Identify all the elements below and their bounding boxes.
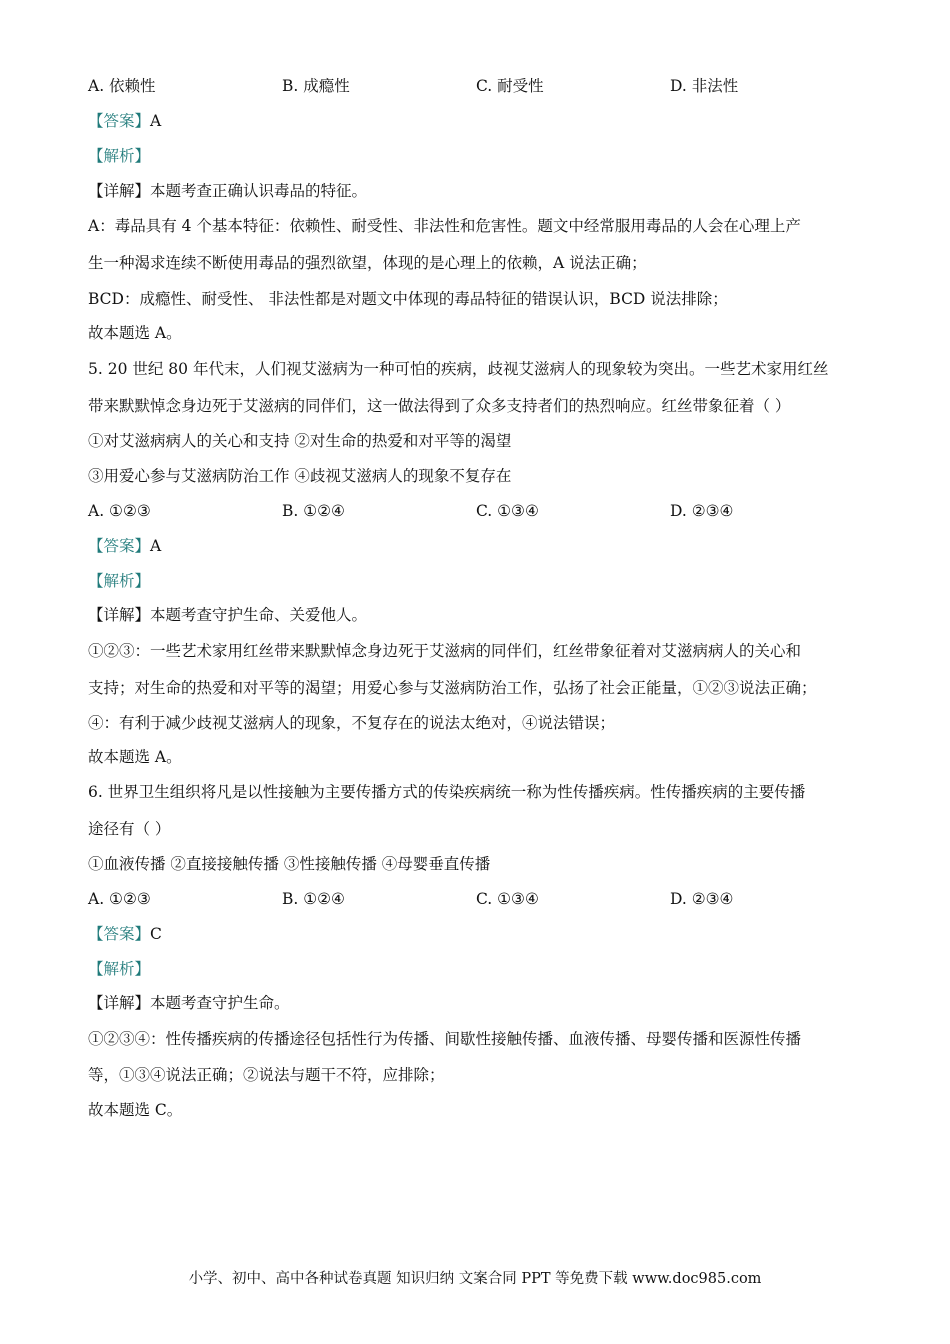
q5-option-c: C. ①③④ (476, 502, 539, 520)
detail-intro: 本题考查守护生命。 (150, 994, 290, 1012)
q5-item-line: ①对艾滋病病人的关心和支持 ②对生命的热爱和对平等的渴望 (88, 432, 512, 450)
analysis-tag: 【解析】 (88, 960, 151, 978)
q6-answer (88, 923, 870, 945)
analysis-tag: 【解析】 (88, 572, 151, 590)
q6-item-line: ①血液传播 ②直接接触传播 ③性接触传播 ④母婴垂直传播 (88, 855, 491, 873)
answer-value: C (150, 925, 162, 943)
q4-option-b: B. 成瘾性 (282, 77, 350, 95)
q5-detail (88, 604, 870, 626)
q6-option-a: A. ①②③ (88, 890, 151, 908)
q4-option-a: A. 依赖性 (88, 77, 156, 95)
q4-option-c: C. 耐受性 (476, 77, 544, 95)
q6-stem-line: 6. 世界卫生组织将凡是以性接触为主要传播方式的传染疾病统一称为性传播疾病。性传播疾病的主要传播 (88, 783, 806, 801)
q6-option-c: C. ①③④ (476, 890, 539, 908)
q6-option-d: D. ②③④ (670, 890, 734, 908)
q4-option-d: D. 非法性 (670, 77, 739, 95)
detail-intro: 本题考查守护生命、关爱他人。 (150, 606, 368, 624)
q4-conclusion: 故本题选 A。 (88, 324, 182, 342)
q5-answer (88, 535, 870, 557)
q5-options (88, 500, 878, 522)
q5-option-a: A. ①②③ (88, 502, 151, 520)
q5-explanation-line: 支持；对生命的热爱和对平等的渴望；用爱心参与艾滋病防治工作，弘扬了社会正能量，①②③说法正确； (88, 679, 817, 697)
detail-tag: 【详解】 (88, 182, 151, 200)
q5-item-line: ③用爱心参与艾滋病防治工作 ④歧视艾滋病人的现象不复存在 (88, 467, 512, 485)
q4-detail (88, 180, 870, 202)
q4-explanation-line: 生一种渴求连续不断使用毒品的强烈欲望，体现的是心理上的依赖，A 说法正确； (88, 254, 647, 272)
q6-explanation-line: 等，①③④说法正确；②说法与题干不符，应排除； (88, 1066, 445, 1084)
answer-tag: 【答案】 (88, 537, 151, 555)
q6-detail (88, 992, 870, 1014)
q6-option-b: B. ①②④ (282, 890, 345, 908)
q5-option-b: B. ①②④ (282, 502, 345, 520)
q5-option-d: D. ②③④ (670, 502, 734, 520)
q4-answer (88, 110, 870, 132)
q6-explanation-line: ①②③④：性传播疾病的传播途径包括性行为传播、间歇性接触传播、血液传播、母婴传播和医源性传播 (88, 1030, 802, 1048)
q4-explanation-line: A：毒品具有 4 个基本特征：依赖性、耐受性、非法性和危害性。题文中经常服用毒品的人会在心理上产 (88, 217, 801, 235)
answer-value: A (150, 112, 162, 130)
analysis-tag: 【解析】 (88, 147, 151, 165)
q5-analysis-heading (88, 570, 870, 592)
q6-conclusion: 故本题选 C。 (88, 1101, 183, 1119)
q6-options (88, 888, 878, 910)
q5-explanation-line: ④：有利于减少歧视艾滋病人的现象，不复存在的说法太绝对，④说法错误； (88, 714, 616, 732)
answer-tag: 【答案】 (88, 925, 151, 943)
answer-value: A (150, 537, 162, 555)
q6-analysis-heading (88, 958, 870, 980)
detail-intro: 本题考查正确认识毒品的特征。 (150, 182, 368, 200)
detail-tag: 【详解】 (88, 994, 151, 1012)
q6-stem-line: 途径有（ ） (88, 820, 171, 838)
q5-stem-line: 5. 20 世纪 80 年代末，人们视艾滋病为一种可怕的疾病，歧视艾滋病人的现象较为突出。一些艺术家用红丝 (88, 360, 829, 378)
q5-explanation-line: ①②③：一些艺术家用红丝带来默默悼念身边死于艾滋病的同伴们，红丝带象征着对艾滋病病人的关心和 (88, 642, 802, 660)
detail-tag: 【详解】 (88, 606, 151, 624)
q4-explanation-line: BCD：成瘾性、耐受性、 非法性都是对题文中体现的毒品特征的错误认识，BCD 说法排除； (88, 290, 728, 308)
q5-conclusion: 故本题选 A。 (88, 748, 182, 766)
answer-tag: 【答案】 (88, 112, 151, 130)
q4-options (88, 75, 878, 97)
q4-analysis-heading (88, 145, 870, 167)
page-footer: 小学、初中、高中各种试卷真题 知识归纳 文案合同 PPT 等免费下载 www.doc985.com (188, 1271, 762, 1287)
q5-stem-line: 带来默默悼念身边死于艾滋病的同伴们，这一做法得到了众多支持者们的热烈响应。红丝带象征着（ ） (88, 397, 791, 415)
